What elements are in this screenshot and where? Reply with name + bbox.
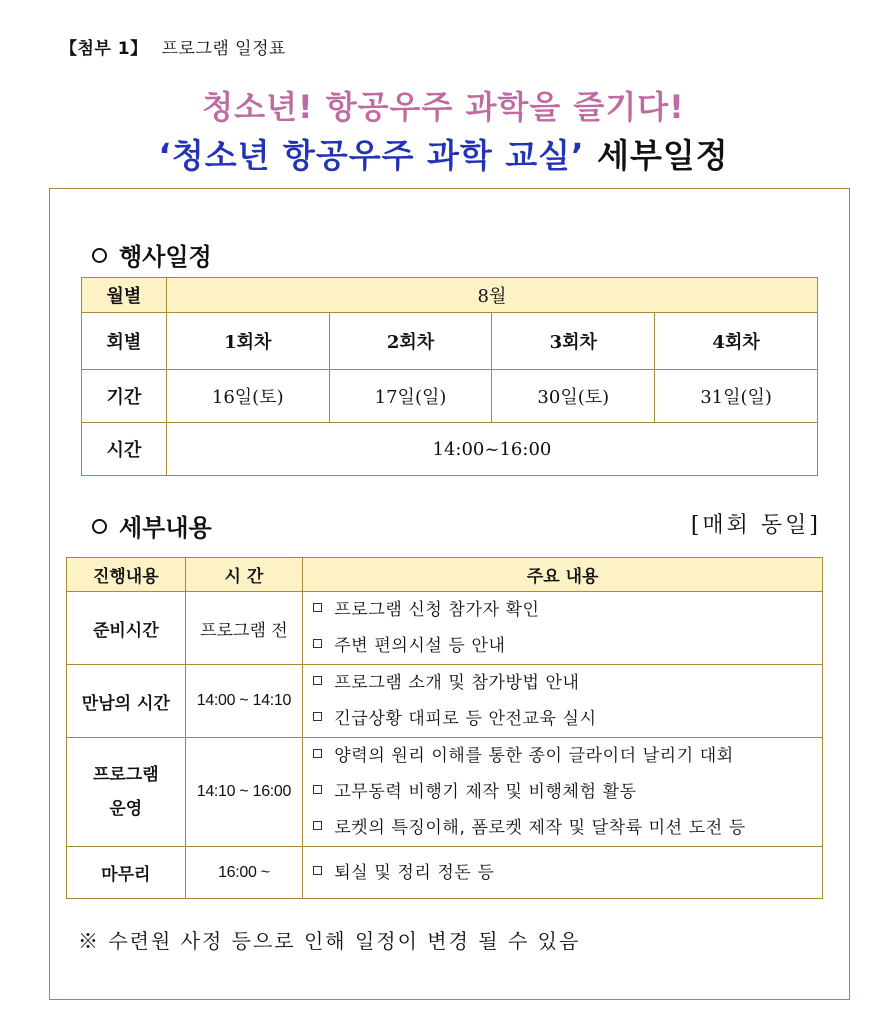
time-label: 시간 xyxy=(82,423,167,476)
stage-line: 프로그램 xyxy=(92,765,159,785)
table-row xyxy=(67,738,823,847)
item-text: 퇴실 및 정리 정돈 등 xyxy=(334,862,495,883)
item-text: 긴급상황 대피로 등 안전교육 실시 xyxy=(334,709,597,729)
table-header-row xyxy=(67,558,823,592)
program-details-table xyxy=(66,557,823,899)
content-cell xyxy=(303,847,823,899)
table-row xyxy=(82,370,818,423)
table-row xyxy=(82,313,818,370)
round-2: 2회차 xyxy=(329,313,492,370)
time-cell: 프로그램 전 xyxy=(185,592,303,665)
square-bullet-icon xyxy=(313,866,322,875)
square-bullet-icon xyxy=(313,749,322,758)
period-label: 기간 xyxy=(82,370,167,423)
stage-cell: 준비시간 xyxy=(67,592,186,665)
attachment-header xyxy=(60,34,286,59)
square-bullet-icon xyxy=(313,821,322,830)
item-text: 고무동력 비행기 제작 및 비행체험 활동 xyxy=(334,782,637,802)
date-1: 16일(토) xyxy=(166,370,329,423)
item-text: 양력의 원리 이해를 통한 종이 글라이더 날리기 대회 xyxy=(334,746,734,766)
item-text: 주변 편의시설 등 안내 xyxy=(334,636,506,656)
attachment-label: 【첨부 1】 xyxy=(60,39,148,59)
stage-cell: 만남의 시간 xyxy=(67,665,186,738)
item-text: 프로그램 신청 참가자 확인 xyxy=(334,600,540,620)
date-3: 30일(토) xyxy=(492,370,655,423)
square-bullet-icon xyxy=(313,712,322,721)
date-2: 17일(일) xyxy=(329,370,492,423)
square-bullet-icon xyxy=(313,676,322,685)
col-header-time: 시 간 xyxy=(185,558,303,592)
content-cell xyxy=(303,592,823,665)
square-bullet-icon xyxy=(313,785,322,794)
month-value: 8월 xyxy=(166,278,817,313)
time-cell: 14:10 ~ 16:00 xyxy=(185,738,303,847)
list-item xyxy=(313,665,822,701)
details-heading-text: 세부내용 xyxy=(119,514,212,542)
content-cell xyxy=(303,738,823,847)
list-item xyxy=(313,628,822,664)
square-bullet-icon xyxy=(313,603,322,612)
month-label: 월별 xyxy=(82,278,167,313)
table-row xyxy=(67,665,823,738)
date-4: 31일(일) xyxy=(655,370,818,423)
list-item xyxy=(313,738,822,774)
time-cell: 16:00 ~ xyxy=(185,847,303,899)
subtitle: 청소년! 항공우주 과학을 즐기다! xyxy=(202,88,685,126)
table-row xyxy=(82,423,818,476)
stage-cell: 마무리 xyxy=(67,847,186,899)
attachment-title: 프로그램 일정표 xyxy=(161,39,286,59)
circle-bullet-icon xyxy=(92,519,107,534)
same-every-session-note: [매회 동일] xyxy=(690,513,821,538)
table-row xyxy=(67,592,823,665)
details-heading xyxy=(92,508,212,543)
item-text: 로켓의 특징이해, 폼로켓 제작 및 달착륙 미션 도전 등 xyxy=(334,818,746,838)
list-item xyxy=(313,855,822,891)
schedule-heading xyxy=(92,237,212,272)
title-quoted: ‘청소년 항공우주 과학 교실’ xyxy=(158,136,585,175)
col-header-stage: 진행내용 xyxy=(67,558,186,592)
round-1: 1회차 xyxy=(166,313,329,370)
schedule-heading-text: 행사일정 xyxy=(119,243,212,271)
time-value: 14:00~16:00 xyxy=(166,423,817,476)
round-4: 4회차 xyxy=(655,313,818,370)
list-item xyxy=(313,701,822,737)
list-item xyxy=(313,810,822,846)
col-header-content: 주요 내용 xyxy=(303,558,823,592)
item-text: 프로그램 소개 및 참가방법 안내 xyxy=(334,673,580,693)
square-bullet-icon xyxy=(313,639,322,648)
list-item xyxy=(313,774,822,810)
round-label: 회별 xyxy=(82,313,167,370)
table-row xyxy=(67,847,823,899)
table-row xyxy=(82,278,818,313)
time-cell: 14:00 ~ 14:10 xyxy=(185,665,303,738)
event-schedule-table xyxy=(81,277,818,476)
circle-bullet-icon xyxy=(92,248,107,263)
stage-line: 운영 xyxy=(109,799,143,819)
title-suffix: 세부일정 xyxy=(597,136,729,175)
page-title xyxy=(0,130,887,177)
list-item xyxy=(313,592,822,628)
round-3: 3회차 xyxy=(492,313,655,370)
footnote: ※ 수련원 사정 등으로 인해 일정이 변경 될 수 있음 xyxy=(78,929,581,953)
content-cell xyxy=(303,665,823,738)
stage-cell xyxy=(67,738,186,847)
